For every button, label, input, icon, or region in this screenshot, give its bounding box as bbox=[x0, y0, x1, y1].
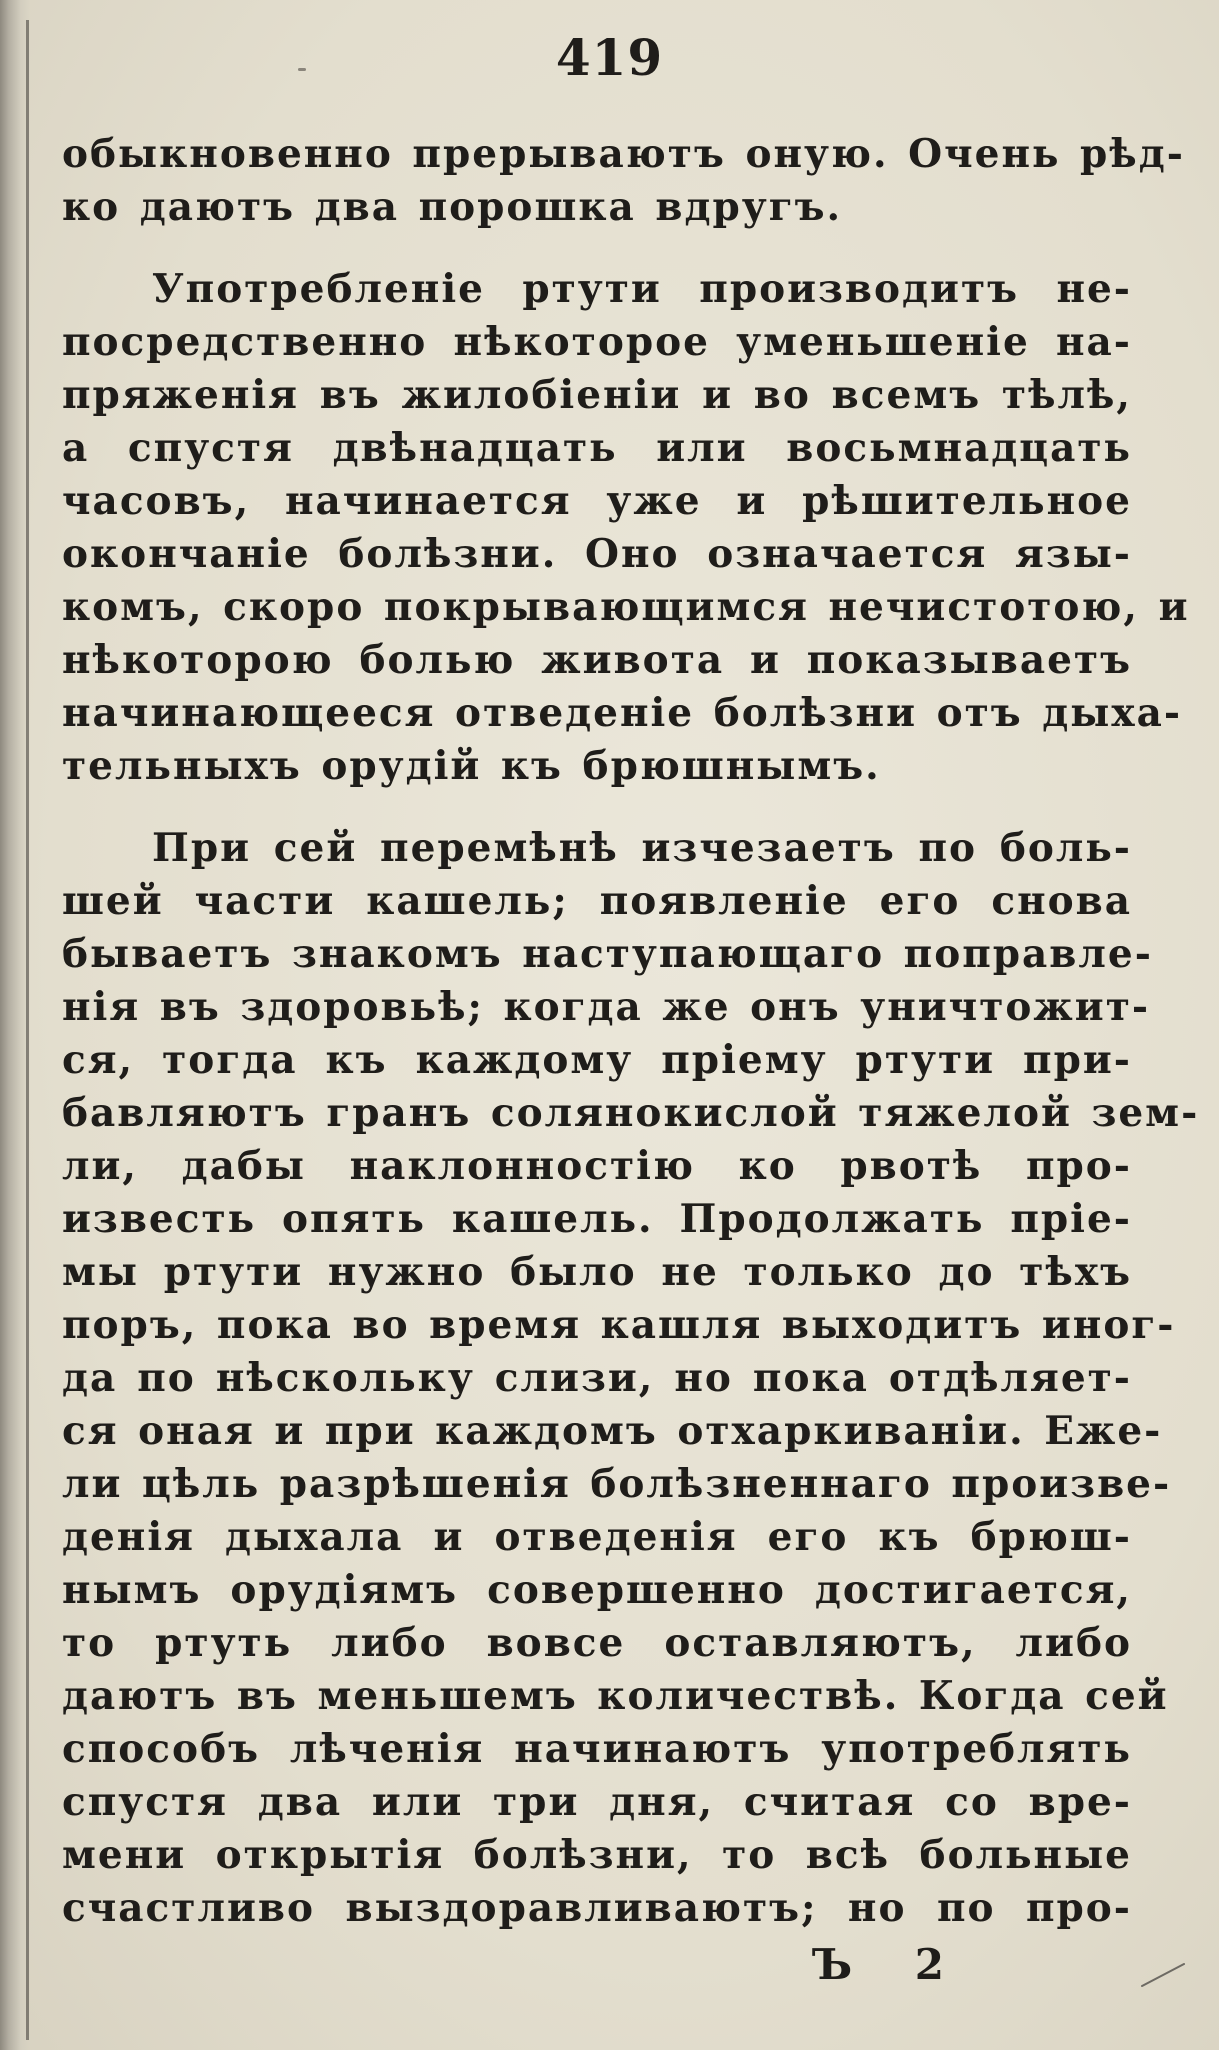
text-line: шей части кашель; появленіе его снова bbox=[62, 878, 1132, 924]
text-line: ли, дабы наклонностію ко рвотѣ про- bbox=[62, 1143, 1132, 1189]
text-line: часовъ, начинается уже и рѣшительное bbox=[62, 478, 1132, 524]
text-line: поръ, пока во время кашля выходитъ иног- bbox=[62, 1302, 1176, 1348]
text-line: При сей перемѣнѣ изчезаетъ по боль- bbox=[152, 825, 1132, 871]
text-line: спустя два или три дня, считая со вре- bbox=[62, 1779, 1132, 1825]
text-line: нѣкоторою болью живота и показываетъ bbox=[62, 637, 1132, 683]
text-line: известь опять кашель. Продолжать пріе- bbox=[62, 1196, 1132, 1242]
text-line: бываетъ знакомъ наступающаго поправле- bbox=[62, 931, 1153, 977]
text-line: комъ, скоро покрывающимся нечистотою, и bbox=[62, 584, 1190, 630]
body-text bbox=[62, 128, 1200, 1935]
text-line: тельныхъ орудій къ брюшнымъ. bbox=[62, 743, 881, 789]
text-line: ся оная и при каждомъ отхаркиваніи. Еже- bbox=[62, 1408, 1163, 1454]
text-line: мы ртути нужно было не только до тѣхъ bbox=[62, 1249, 1132, 1295]
text-line: ся, тогда къ каждому пріему ртути при- bbox=[62, 1037, 1132, 1083]
text-line: то ртуть либо вовсе оставляютъ, либо bbox=[62, 1620, 1132, 1666]
text-line: обыкновенно прерываютъ оную. Очень рѣд- bbox=[62, 131, 1185, 177]
text-line: Употребленіе ртути производитъ не- bbox=[152, 266, 1132, 312]
page-edge-line bbox=[26, 20, 29, 2040]
text-line: окончаніе болѣзни. Оно означается язы- bbox=[62, 531, 1132, 577]
text-line: начинающееся отведеніе болѣзни отъ дыха- bbox=[62, 690, 1183, 736]
text-line: денія дыхала и отведенія его къ брюш- bbox=[62, 1514, 1132, 1560]
text-line: пряженія въ жилобіеніи и во всемъ тѣлѣ, bbox=[62, 372, 1132, 418]
text-line: да по нѣскольку слизи, но пока отдѣляет- bbox=[62, 1355, 1132, 1401]
text-line: посредственно нѣкоторое уменьшеніе на- bbox=[62, 319, 1132, 365]
text-line: даютъ въ меньшемъ количествѣ. Когда сей bbox=[62, 1673, 1169, 1719]
paragraph-gap bbox=[62, 793, 1132, 822]
paragraph-gap bbox=[62, 234, 1132, 263]
text-line: ли цѣль разрѣшенія болѣзненнаго произве- bbox=[62, 1461, 1172, 1507]
text-line: нія въ здоровьѣ; когда же онъ уничтожит- bbox=[62, 984, 1151, 1030]
text-line: счастливо выздоравливаютъ; но по про- bbox=[62, 1885, 1132, 1931]
text-line: мени открытія болѣзни, то всѣ больные bbox=[62, 1832, 1132, 1878]
text-line: нымъ орудіямъ совершенно достигается, bbox=[62, 1567, 1132, 1613]
text-line: способъ лѣченія начинаютъ употреблять bbox=[62, 1726, 1132, 1772]
text-line: бавляютъ гранъ солянокислой тяжелой зем- bbox=[62, 1090, 1200, 1136]
page-number: 419 bbox=[555, 28, 664, 87]
text-line: ко даютъ два порошка вдругъ. bbox=[62, 184, 843, 230]
pencil-stroke-mark bbox=[1140, 1960, 1188, 1988]
text-line: а спустя двѣнадцать или восьмнадцать bbox=[62, 425, 1132, 471]
signature-mark: Ъ 2 bbox=[812, 1940, 969, 1989]
